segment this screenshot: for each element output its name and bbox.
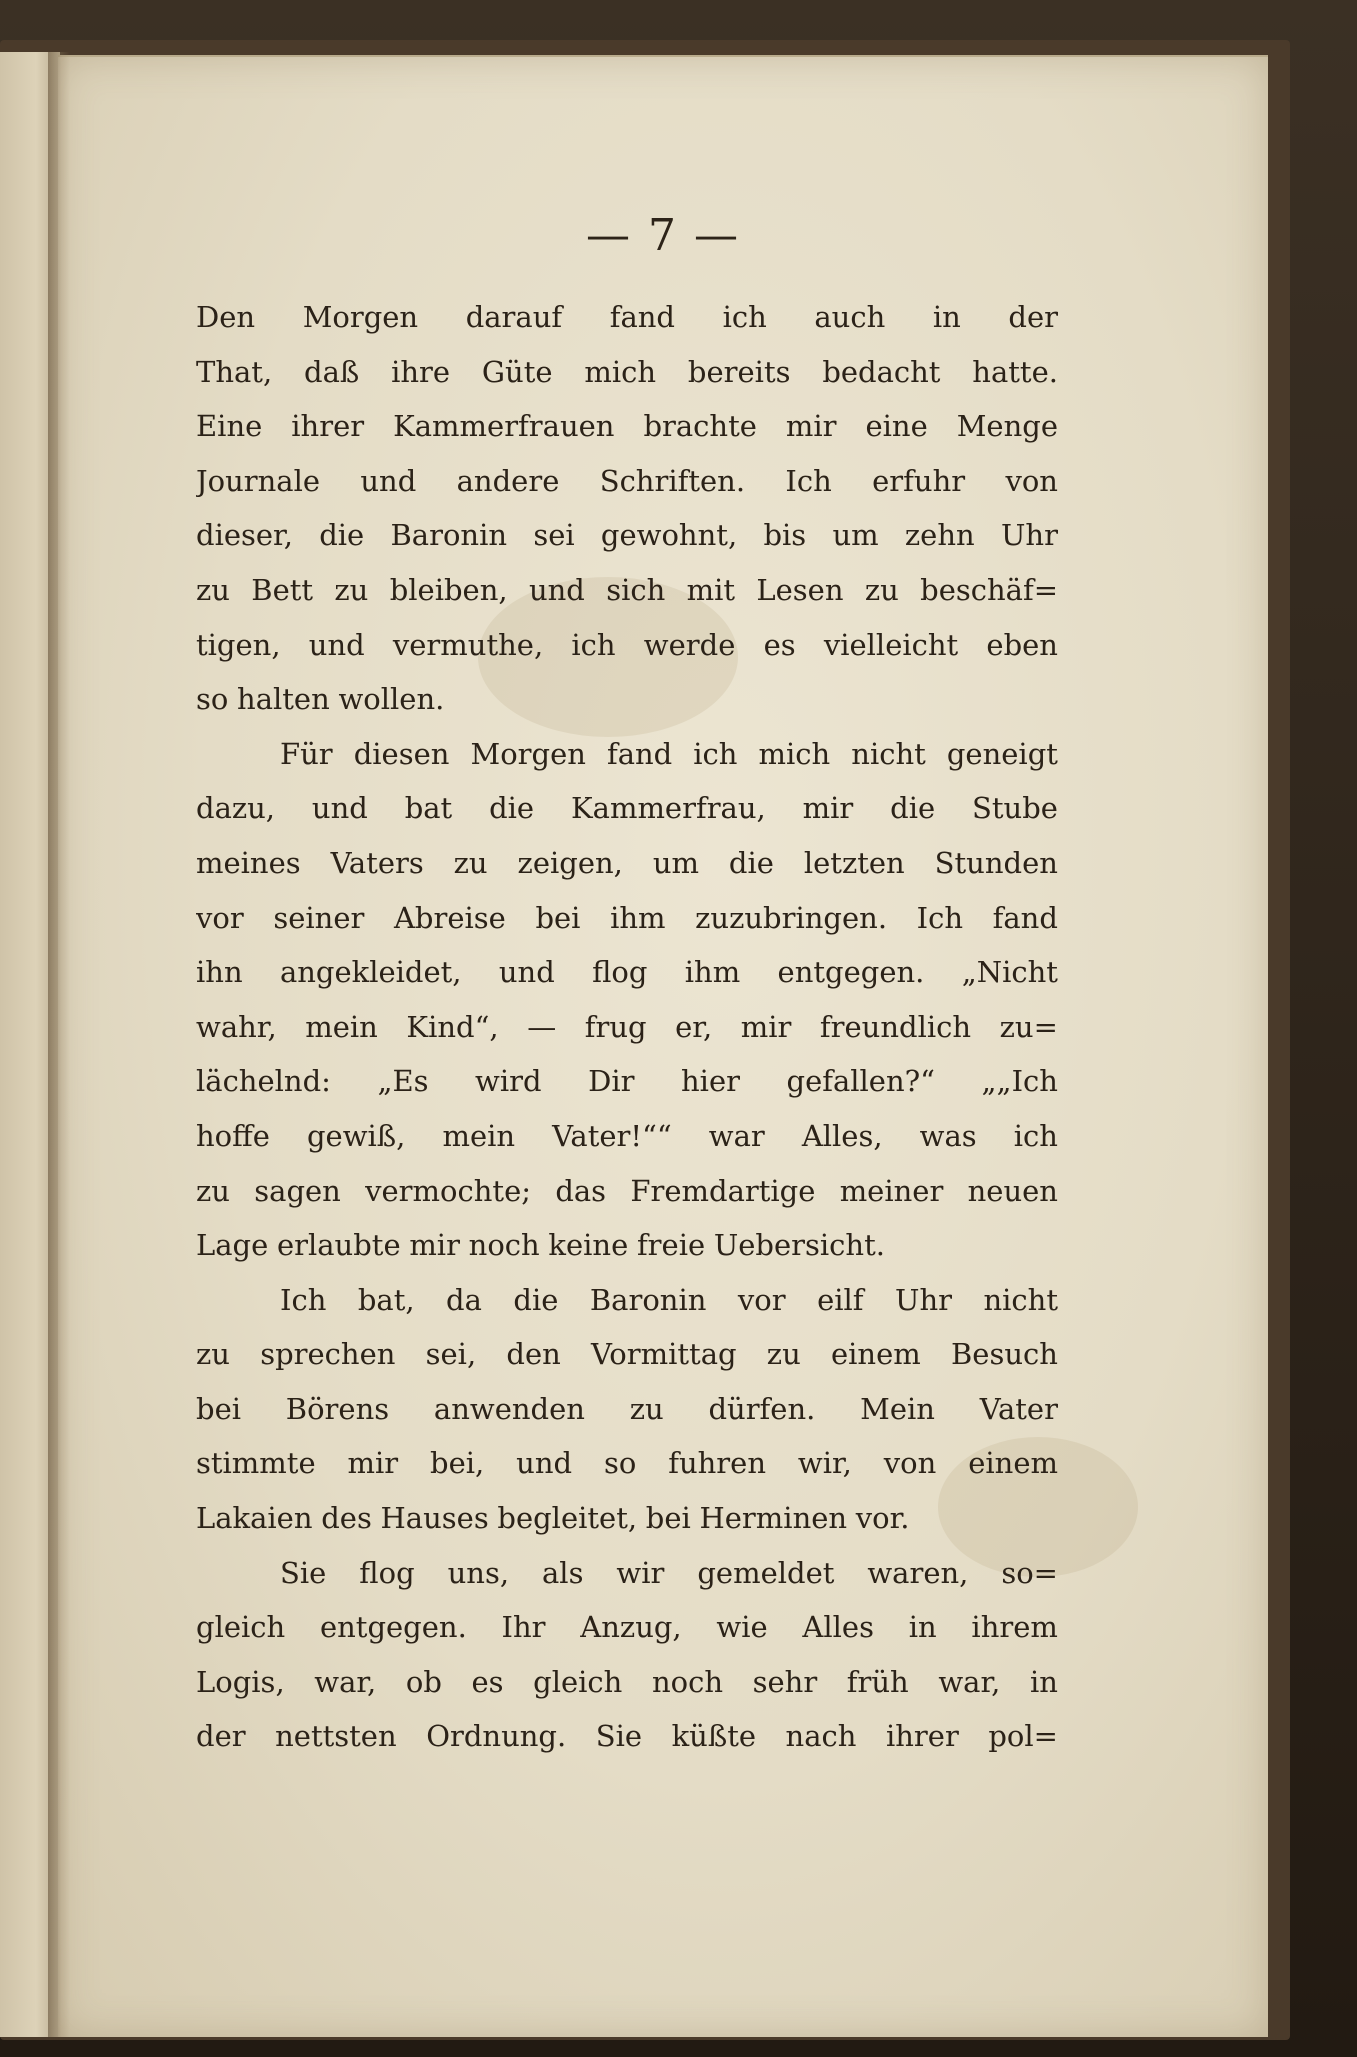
text-word: und [528,572,585,607]
text-word: gemeldet [697,1555,835,1590]
text-word: es [763,627,796,662]
text-word: eine [865,409,928,444]
text-word: bei, [430,1446,485,1481]
text-word: ihrem [971,1610,1058,1645]
text-line [196,781,1058,836]
text-line [196,454,1058,509]
text-word: Logis, [196,1664,285,1699]
text-word: Uebersicht. [713,1228,885,1263]
text-word: Stunden [934,845,1058,880]
text-word: die [489,791,535,826]
text-word: Ich [280,1282,327,1317]
book-gutter [48,52,70,2037]
text-word: nettsten [275,1719,397,1754]
text-word: zu [629,1391,664,1426]
text-word: der [196,1719,246,1754]
text-word: Sie [595,1719,643,1754]
text-word: mein [305,1009,378,1044]
text-word: „Nicht [961,955,1058,990]
text-word: angekleidet, [279,955,462,990]
text-word: flog [359,1555,415,1590]
text-line [196,1054,1058,1109]
text-word: ihm [684,955,741,990]
text-word: in [908,1610,937,1645]
text-word: darauf [465,300,563,334]
text-word: stimmte [196,1446,316,1481]
text-word: die [319,518,365,553]
text-word: neuen [967,1173,1058,1208]
text-word: bleiben, [389,572,508,607]
text-word: die [890,791,936,826]
text-word: diesen [353,736,450,771]
text-line [196,1382,1058,1437]
text-word: küßte [671,1719,757,1754]
text-word: Alles [802,1610,874,1645]
text-word: Schriften. [599,463,746,498]
text-word: waren, [867,1555,969,1590]
text-word: vor [737,1282,786,1317]
text-word: so= [1001,1555,1058,1590]
text-word: gleich [533,1664,623,1699]
text-word: letzten [803,845,905,880]
text-word: Ihr [501,1610,546,1645]
text-word: mein [442,1118,516,1153]
text-word: und [308,627,365,662]
text-word: andere [456,463,560,498]
text-word: einem [968,1446,1058,1481]
text-word: „Es [377,1064,429,1099]
text-word: freundlich [819,1009,972,1044]
text-word: bat, [357,1282,415,1317]
text-word: bedacht [822,354,941,389]
text-word: da [446,1282,482,1317]
text-word: noch [468,1228,540,1263]
text-word: flog [592,955,648,990]
text-word: mit [686,572,736,607]
page-number-header: — 7 — [586,210,740,261]
text-word: Kammerfrauen [393,409,615,444]
text-word: das [555,1173,607,1208]
text-word: Dir [588,1064,635,1099]
text-word: fand [992,900,1058,935]
text-line [196,1600,1058,1655]
text-word: wir [616,1555,665,1590]
text-word: als [542,1555,584,1590]
text-word: Güte [481,354,553,389]
text-word: bei [196,1391,242,1426]
text-word: war, [938,1664,1001,1699]
text-word: That, [196,354,273,389]
text-word: fand [606,736,673,771]
text-word: zeigen, [517,845,623,880]
text-word: Abreise [393,900,506,935]
text-word: mir [347,1446,399,1481]
text-word: bat [404,791,453,826]
text-word: bereits [687,354,791,389]
text-word: Baronin [589,1282,707,1317]
text-word: Ich [785,463,832,498]
text-word: wie [716,1610,768,1645]
text-word: war [708,1118,765,1153]
text-word: zu [453,845,488,880]
text-word: vermuthe, [392,627,544,662]
text-word: nach [785,1719,857,1754]
text-word: Baronin [390,518,508,553]
text-word: Besuch [950,1337,1058,1372]
text-line [196,1164,1058,1219]
text-word: Vormittag [591,1337,737,1372]
text-line [196,1491,1058,1546]
text-word: und [360,463,417,498]
text-word: Vaters [330,845,424,880]
text-word: noch [651,1664,723,1699]
text-line [196,1218,1058,1273]
text-word: und [498,955,555,990]
text-word: mich [584,354,657,389]
text-word: erlaubte [276,1228,401,1263]
text-word: ich [1013,1118,1058,1153]
text-word: sei [533,518,575,553]
text-word: vor. [855,1501,910,1536]
text-word: fand [609,300,675,334]
text-word: bei [645,1501,691,1536]
text-word: Alles, [801,1118,883,1153]
text-word: der [1008,300,1058,334]
text-word: ihm [610,900,666,935]
text-word: was [919,1118,977,1153]
text-word: Menge [956,409,1058,444]
text-word: entgegen. [319,1610,467,1645]
text-word: pol= [988,1719,1058,1754]
text-line [196,1273,1058,1328]
text-line [196,1655,1058,1710]
text-line [196,945,1058,1000]
text-word: war, [314,1664,377,1699]
text-word: zu [334,572,369,607]
text-word: Ordnung. [426,1719,567,1754]
text-word: Stube [972,791,1058,826]
text-word: von [1005,463,1058,498]
text-word: mich [758,736,831,771]
text-line [196,290,1058,345]
text-word: ihrer [291,409,365,444]
text-word: halten [237,682,330,717]
text-word: Börens [285,1391,390,1426]
text-word: Den [196,300,256,334]
text-word: ich [722,300,767,334]
text-word: um [652,845,699,880]
text-line [196,1709,1058,1764]
text-word: Lage [196,1228,269,1263]
text-word: „„Ich [981,1064,1058,1099]
text-word: wir, [797,1446,852,1481]
text-word: die [728,845,774,880]
text-word: daß [304,354,360,389]
text-word: zehn [904,518,975,553]
text-line [196,1109,1058,1164]
text-word: Lakaien [196,1501,313,1536]
text-word: gleich [196,1610,286,1645]
text-word: werde [643,627,736,662]
text-line [196,618,1058,673]
text-word: um [832,518,879,553]
text-word: mir [802,791,854,826]
text-word: in [932,300,961,334]
text-word: einem [830,1337,921,1372]
text-word: frug [584,1009,647,1044]
text-word: Morgen [470,736,586,771]
text-word: entgegen. [777,955,925,990]
text-word: Kind“, [406,1009,499,1044]
text-word: — [527,1009,557,1044]
text-word: Anzug, [580,1610,682,1645]
text-word: Lesen [756,572,844,607]
text-word: und [516,1446,573,1481]
text-word: Sie [280,1555,327,1590]
text-word: erfuhr [872,463,966,498]
text-word: zu [196,1173,230,1208]
text-word: zu [766,1337,801,1372]
text-word: die [513,1282,559,1317]
text-word: den [506,1337,561,1372]
text-line [196,672,1058,727]
text-word: wird [475,1064,542,1099]
text-word: Ich [916,900,964,935]
text-word: sehr [752,1664,818,1699]
text-word: des [321,1501,372,1536]
text-word: brachte [643,409,757,444]
text-word: sagen [254,1173,341,1208]
text-word: uns, [447,1555,510,1590]
text-line [196,1000,1058,1055]
text-word: Vater!““ [552,1118,672,1153]
text-line [196,563,1058,618]
text-word: gewiß, [306,1118,406,1153]
text-word: Mein [860,1391,935,1426]
text-word: bis [763,518,807,553]
text-word: ihrer [885,1719,959,1754]
text-line [196,891,1058,946]
text-word: Vater [979,1391,1058,1426]
text-word: dürfen. [708,1391,816,1426]
body-text [196,290,1058,1764]
text-word: hatte. [972,354,1058,389]
text-word: Uhr [895,1282,952,1317]
text-word: ich [693,736,738,771]
text-word: eilf [817,1282,864,1317]
text-word: Herminen [699,1501,848,1536]
text-word: tigen, [196,627,281,662]
text-word: vor [196,900,244,935]
text-word: bei [535,900,581,935]
text-word: mir [785,409,837,444]
text-line [196,1327,1058,1382]
text-word: Eine [196,409,263,444]
text-line [196,836,1058,891]
text-line [196,508,1058,563]
text-word: sprechen [260,1337,396,1372]
text-line [196,727,1058,782]
text-word: von [883,1446,937,1481]
text-word: Hauses [380,1501,489,1536]
text-word: Journale [196,463,321,498]
text-word: freie [636,1228,706,1263]
text-word: mir [409,1228,460,1263]
text-word: gefallen?“ [786,1064,936,1099]
text-word: meines [196,845,301,880]
text-word: fuhren [668,1446,767,1481]
text-word: so [196,682,229,717]
text-line [196,1546,1058,1601]
text-word: Uhr [1000,518,1058,553]
text-word: in [1029,1664,1058,1699]
text-word: vielleicht [823,627,959,662]
text-word: Für [280,736,333,771]
text-word: anwenden [433,1391,585,1426]
text-word: mir [740,1009,792,1044]
text-word: beschäf= [920,572,1058,607]
text-word: gewohnt, [600,518,738,553]
text-word: und [311,791,368,826]
text-word: Morgen [302,300,419,334]
text-word: lächelnd: [196,1064,331,1099]
text-word: Kammerfrau, [570,791,766,826]
text-word: auch [814,300,886,334]
text-word: wollen. [338,682,445,717]
text-word: zu [196,1337,230,1372]
text-word: zu [196,572,230,607]
text-word: begleitet, [497,1501,638,1536]
text-word: zuzubringen. [695,900,888,935]
text-word: sei, [425,1337,477,1372]
text-word: eben [986,627,1058,662]
text-word: seiner [273,900,365,935]
text-line [196,399,1058,454]
text-word: so [603,1446,637,1481]
text-word: früh [846,1664,909,1699]
text-word: dieser, [196,518,293,553]
text-word: vermochte; [365,1173,532,1208]
text-word: meiner [839,1173,944,1208]
text-word: nicht [983,1282,1058,1317]
text-word: ihn [196,955,243,990]
text-word: zu= [999,1009,1058,1044]
text-line [196,1436,1058,1491]
text-word: ob [405,1664,442,1699]
text-word: zu [864,572,899,607]
text-word: es [471,1664,504,1699]
text-line [196,345,1058,400]
text-word: keine [548,1228,629,1263]
text-word: dazu, [196,791,276,826]
text-word: geneigt [946,736,1058,771]
text-word: ihre [391,354,451,389]
text-word: Bett [251,572,314,607]
text-word: ich [571,627,616,662]
text-word: hier [681,1064,740,1099]
text-word: hoffe [196,1118,270,1153]
text-word: nicht [851,736,926,771]
text-word: er, [675,1009,713,1044]
text-word: sich [606,572,666,607]
text-word: Fremdartige [630,1173,816,1208]
text-word: wahr, [196,1009,277,1044]
